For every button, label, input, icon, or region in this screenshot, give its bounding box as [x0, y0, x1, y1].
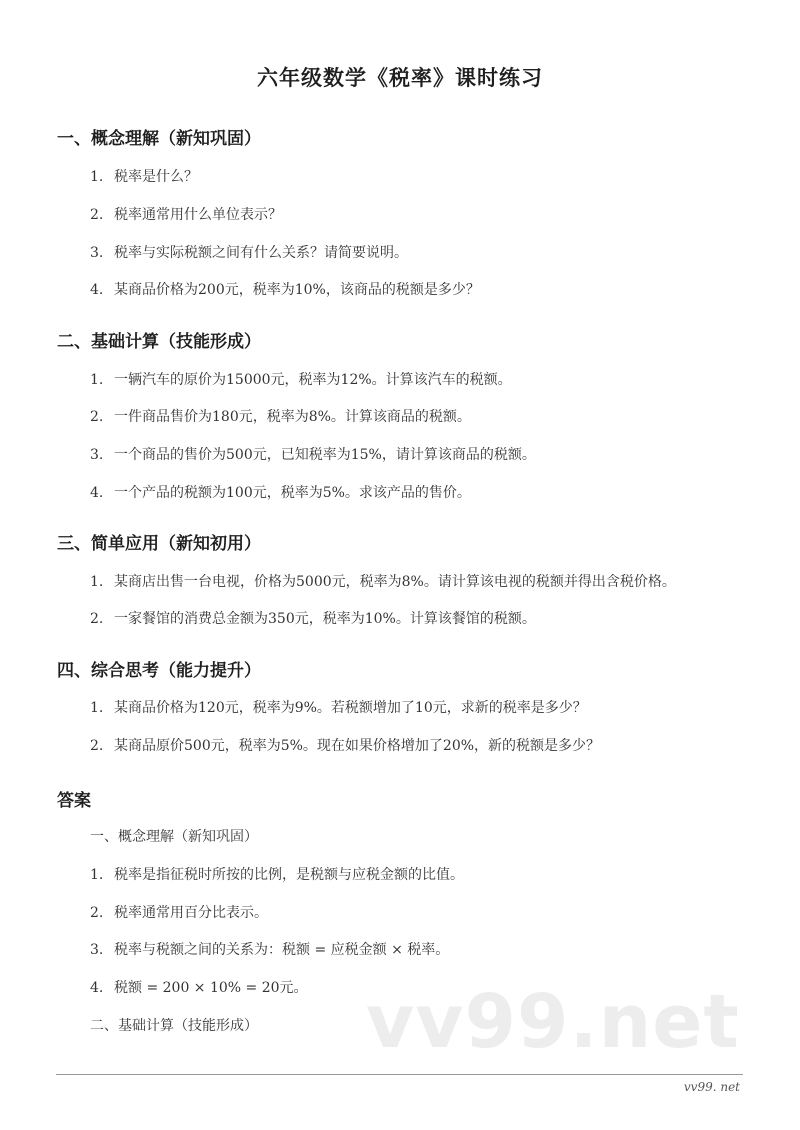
section-heading-basic-calc: 二、基础计算（技能形成）: [57, 332, 261, 352]
answer-item: 3. 税率与税额之间的关系为：税额 = 应税金额 × 税率。: [90, 942, 450, 958]
answer-subheading: 一、概念理解（新知巩固）: [90, 829, 258, 845]
watermark: vv99.net: [366, 979, 740, 1065]
question-item: 2. 某商品原价500元，税率为5%。现在如果价格增加了20%，新的税额是多少？: [90, 738, 601, 754]
question-item: 2. 税率通常用什么单位表示？: [90, 207, 282, 223]
section-heading-concepts: 一、概念理解（新知巩固）: [57, 129, 261, 149]
question-item: 1. 税率是什么？: [90, 169, 198, 185]
answer-item: 4. 税额 = 200 × 10% = 20元。: [90, 980, 308, 996]
question-item: 1. 某商店出售一台电视，价格为5000元，税率为8%。请计算该电视的税额并得出含税价格。: [90, 574, 676, 590]
worksheet-title: 六年级数学《税率》课时练习: [257, 66, 543, 90]
question-item: 2. 一家餐馆的消费总金额为350元，税率为10%。计算该餐馆的税额。: [90, 611, 536, 627]
answers-heading: 答案: [57, 791, 91, 811]
answer-item: 1. 税率是指征税时所按的比例，是税额与应税金额的比值。: [90, 867, 464, 883]
footer-divider: [56, 1074, 743, 1075]
question-item: 4. 一个产品的税额为100元，税率为5%。求该产品的售价。: [90, 485, 471, 501]
question-item: 1. 某商品价格为120元，税率为9%。若税额增加了10元，求新的税率是多少？: [90, 700, 587, 716]
section-heading-comprehensive: 四、综合思考（能力提升）: [57, 661, 261, 681]
question-item: 1. 一辆汽车的原价为15000元，税率为12%。计算该汽车的税额。: [90, 372, 512, 388]
answer-item: 2. 税率通常用百分比表示。: [90, 905, 268, 921]
question-item: 3. 税率与实际税额之间有什么关系？请简要说明。: [90, 245, 408, 261]
section-heading-simple-application: 三、简单应用（新知初用）: [57, 534, 261, 554]
footer-site-label: vv99. net: [683, 1080, 740, 1094]
question-item: 4. 某商品价格为200元，税率为10%，该商品的税额是多少？: [90, 282, 480, 298]
question-item: 2. 一件商品售价为180元，税率为8%。计算该商品的税额。: [90, 409, 471, 425]
question-item: 3. 一个商品的售价为500元，已知税率为15%，请计算该商品的税额。: [90, 447, 536, 463]
answer-subheading: 二、基础计算（技能形成）: [90, 1018, 258, 1034]
